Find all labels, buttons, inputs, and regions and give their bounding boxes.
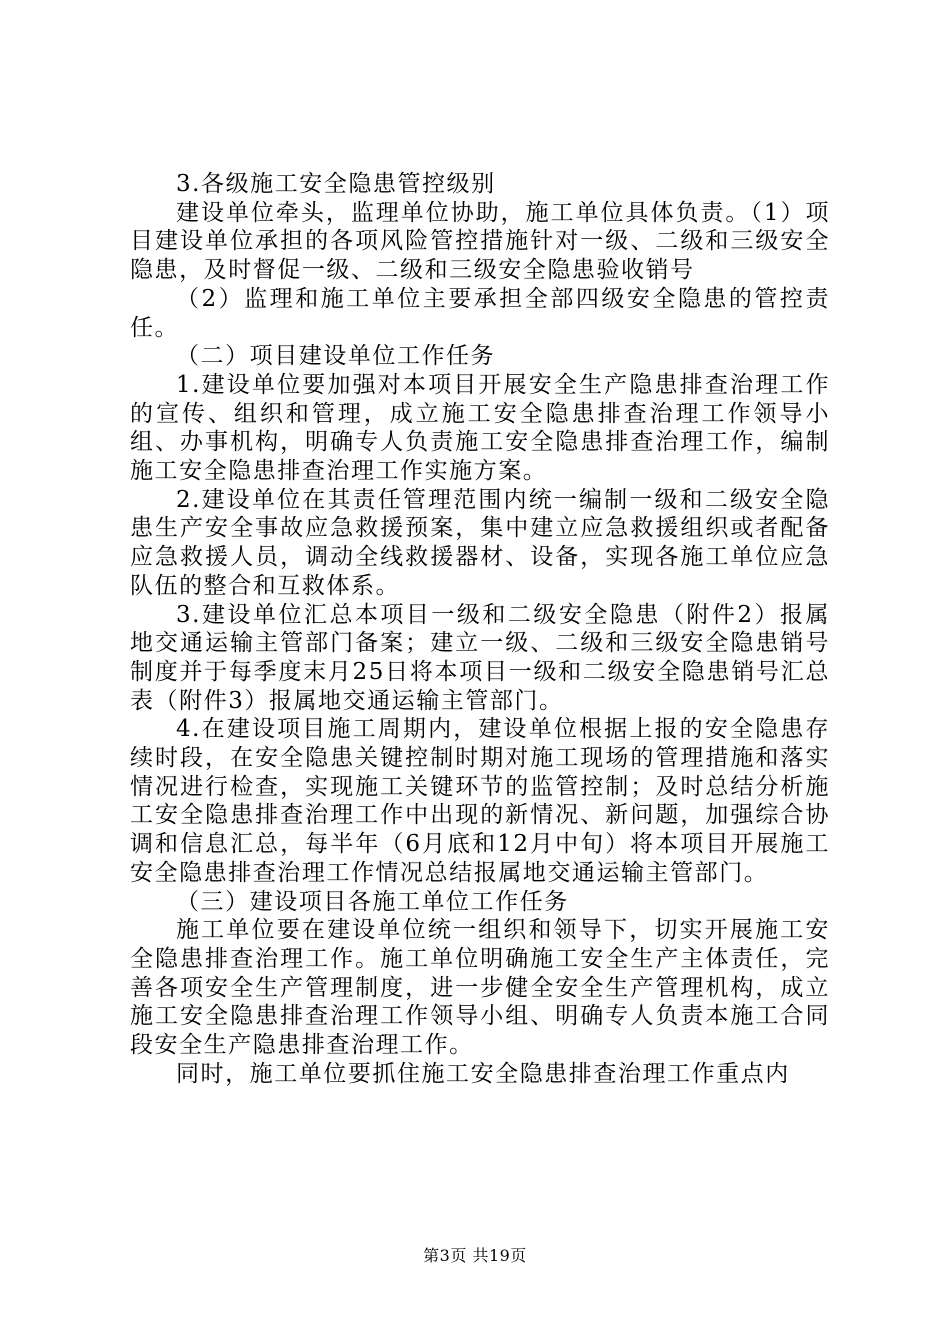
paragraph-item-1: 1.建设单位要加强对本项目开展安全生产隐患排查治理工作的宣传、组织和管理，成立施工安全隐患排查治理工作领导小组、办事机构，明确专人负责施工安全隐患排查治理工作，编制施工安全隐患排查治理工作实施方案。	[130, 371, 830, 485]
section-heading-construction-unit-tasks: （二）项目建设单位工作任务	[176, 343, 496, 370]
paragraph-item-4: 4.在建设项目施工周期内，建设单位根据上报的安全隐患存续时段，在安全隐患关键控制时期对施工现场的管理措施和落实情况进行检查，实现施工关键环节的监管控制；及时总结分析施工安全隐患排查治理工作中出现的新情况、新问题，加强综合协调和信息汇总，每半年（6月底和12月中旬）将本项目开展施工安全隐患排查治理工作情况总结报属地交通运输主管部门。	[130, 716, 830, 886]
paragraph-item-3: 3.建设单位汇总本项目一级和二级安全隐患（附件2）报属地交通运输主管部门备案；建立一级、二级和三级安全隐患销号制度并于每季度末月25日将本项目一级和二级安全隐患销号汇总表（附件3）报属地交通运输主管部门。	[130, 601, 830, 714]
document-body	[130, 170, 830, 1089]
page-number-footer: 第3页 共19页	[423, 1246, 527, 1265]
paragraph-supervision: （2）监理和施工单位主要承担全部四级安全隐患的管控责任。	[130, 285, 830, 341]
paragraph-contractor-duties: 施工单位要在建设单位统一组织和领导下，切实开展施工安全隐患排查治理工作。施工单位明确施工安全生产主体责任，完善各项安全生产管理制度，进一步健全安全生产管理机构，成立施工安全隐患排查治理工作领导小组、明确专人负责本施工合同段安全生产隐患排查治理工作。	[130, 917, 830, 1059]
heading-control-levels: 3.各级施工安全隐患管控级别	[176, 171, 496, 197]
paragraph-responsibility: 建设单位牵头，监理单位协助，施工单位具体负责。（1）项目建设单位承担的各项风险管控措施针对一级、二级和三级安全隐患，及时督促一级、二级和三级安全隐患验收销号	[130, 199, 830, 284]
paragraph-continuation: 同时，施工单位要抓住施工安全隐患排查治理工作重点内	[176, 1060, 790, 1087]
section-heading-contractor-tasks: （三）建设项目各施工单位工作任务	[176, 888, 569, 915]
paragraph-item-2: 2.建设单位在其责任管理范围内统一编制一级和二级安全隐患生产安全事故应急救援预案，集中建立应急救援组织或者配备应急救援人员，调动全线救援器材、设备，实现各施工单位应急队伍的整合和互救体系。	[130, 486, 830, 599]
